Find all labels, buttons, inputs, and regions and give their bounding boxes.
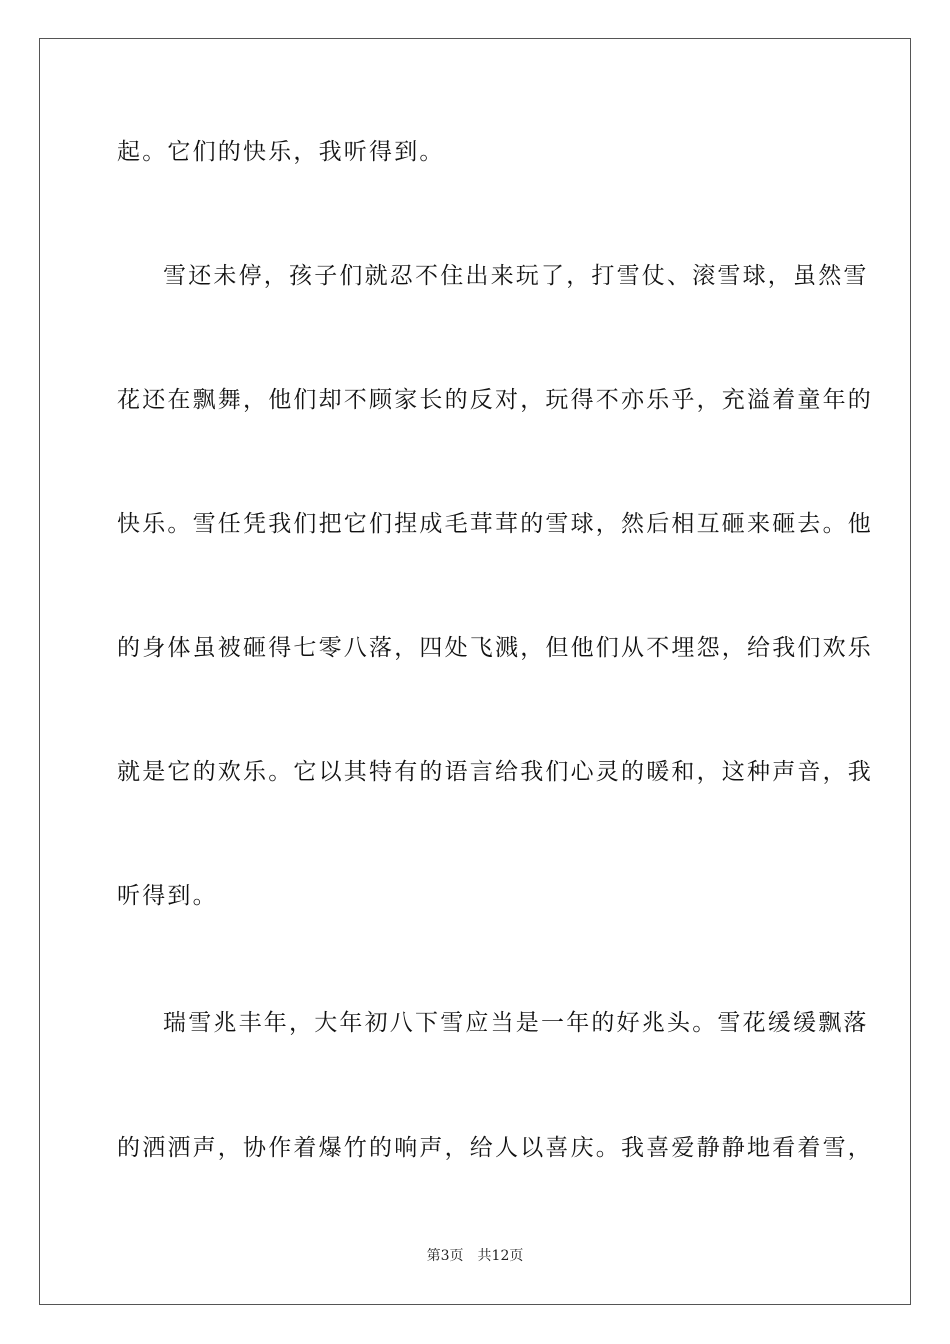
text-line-6: 就是它的欢乐。它以其特有的语言给我们心灵的暖和，这种声音，我 [117,759,873,785]
text-line-3: 花还在飘舞，他们却不顾家长的反对，玩得不亦乐乎，充溢着童年的 [117,387,873,413]
page-total: 共12页 [477,1248,524,1264]
text-line-4: 快乐。雪任凭我们把它们捏成毛茸茸的雪球，然后相互砸来砸去。他 [117,511,873,537]
text-line-5: 的身体虽被砸得七零八落，四处飞溅，但他们从不埋怨，给我们欢乐 [117,635,873,661]
text-line-7: 听得到。 [117,883,218,909]
page-footer [0,1247,950,1265]
text-line-9: 的洒洒声，协作着爆竹的响声，给人以喜庆。我喜爱静静地看着雪， [117,1135,873,1161]
text-line-2: 雪还未停，孩子们就忍不住出来玩了，打雪仗、滚雪球，虽然雪 [163,263,869,289]
page-number: 第3页 [426,1248,464,1264]
page-border [39,38,911,1305]
text-line-8: 瑞雪兆丰年，大年初八下雪应当是一年的好兆头。雪花缓缓飘落 [163,1010,869,1036]
text-line-1: 起。它们的快乐，我听得到。 [117,139,445,165]
